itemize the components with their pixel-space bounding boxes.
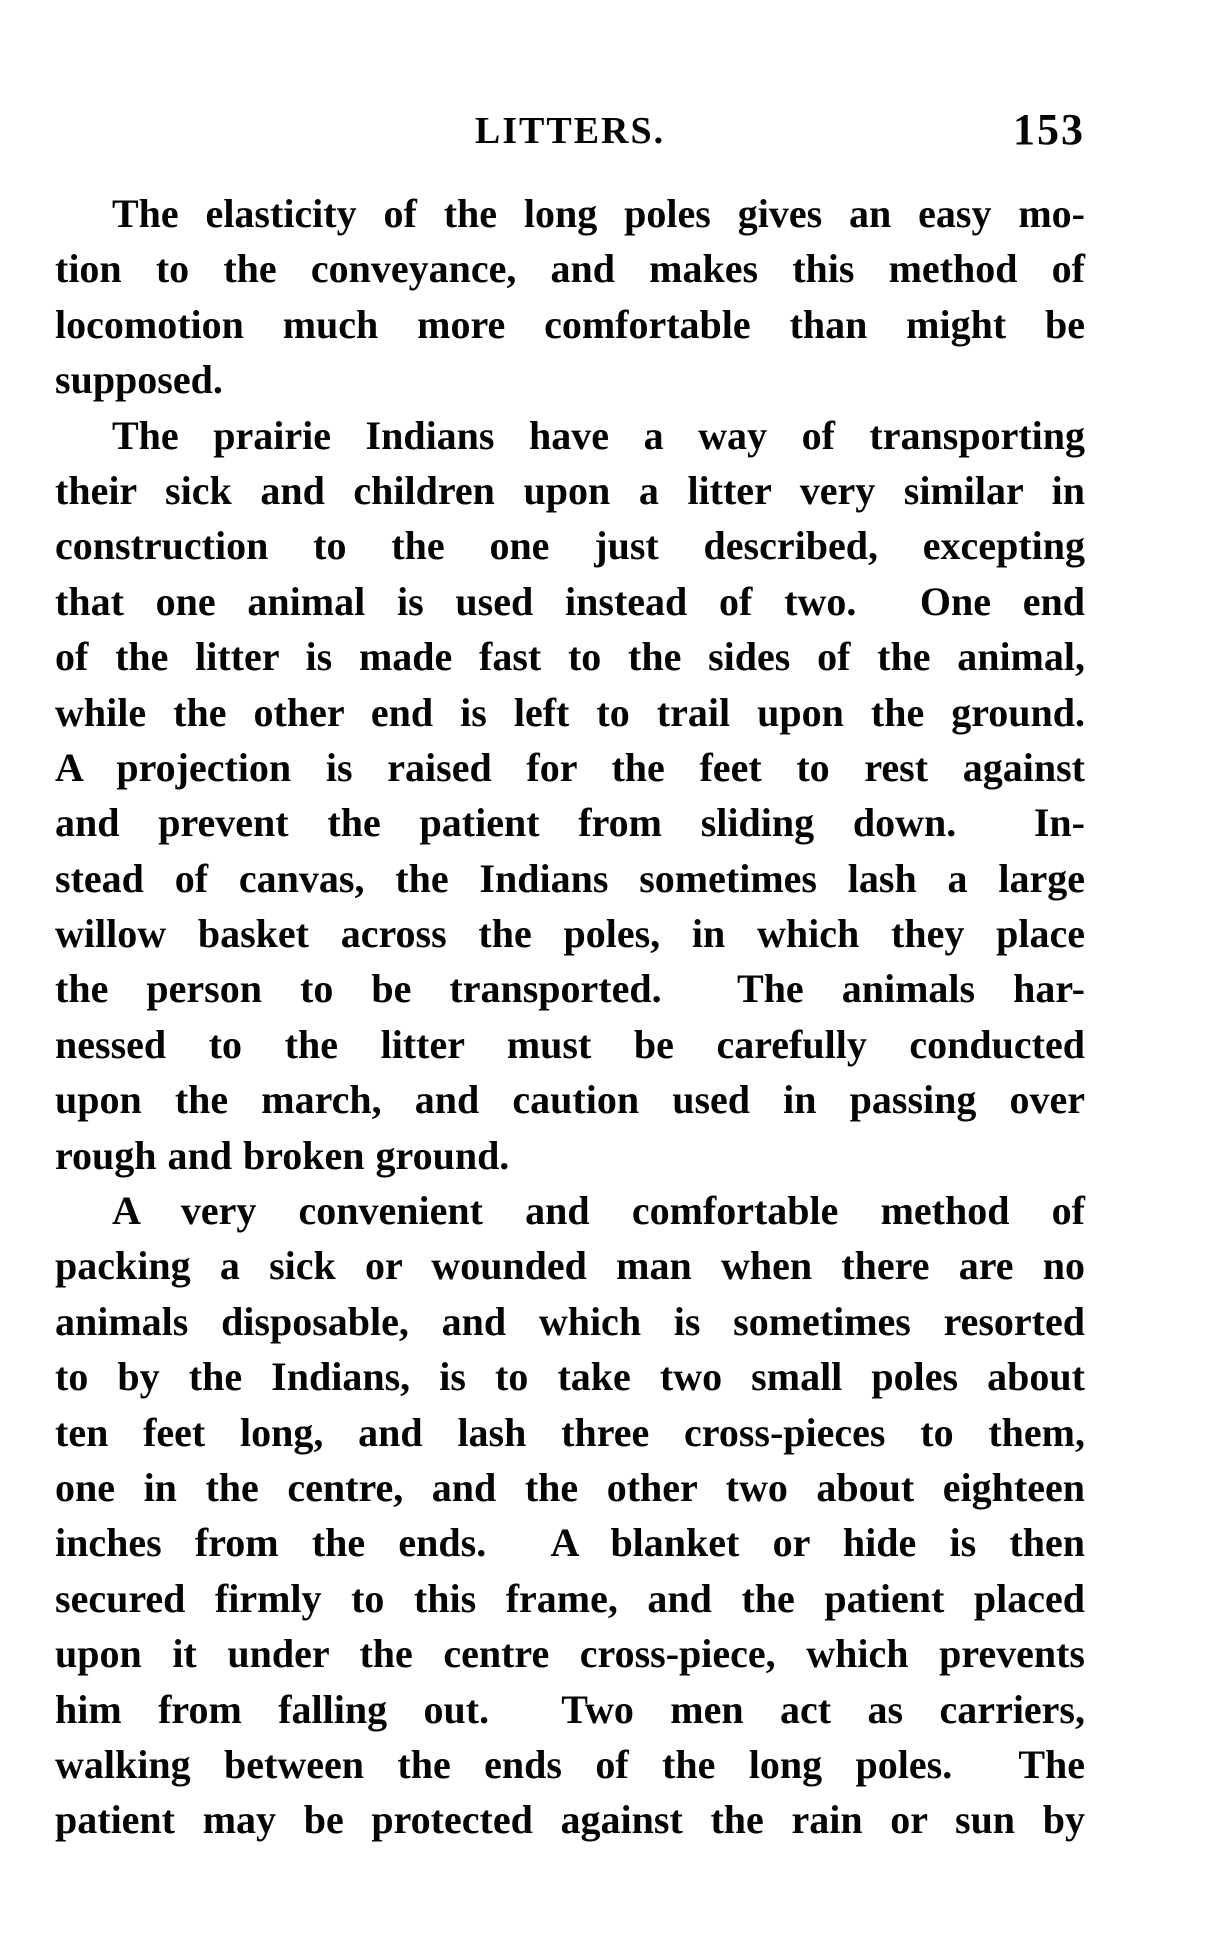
text-line: him from falling out. Two men act as carriers, [55, 1686, 1085, 1732]
text-line: inches from the ends. A blanket or hide is then [55, 1520, 1085, 1566]
text-line: the person to be transported. The animals har- [55, 966, 1085, 1012]
text-line: and prevent the patient from sliding down. In- [55, 800, 1085, 846]
paragraph [55, 408, 1085, 1183]
text-line: stead of canvas, the Indians sometimes lash a large [55, 855, 1085, 901]
text-line: secured firmly to this frame, and the patient placed [55, 1575, 1085, 1621]
text-line: ten feet long, and lash three cross-pieces to them, [55, 1409, 1085, 1455]
text-line: one in the centre, and the other two about eighteen [55, 1464, 1085, 1510]
text-line: willow basket across the poles, in which they place [55, 911, 1085, 957]
text-line: rough and broken ground. [55, 1132, 510, 1178]
text-line: The prairie Indians have a way of transporting [112, 412, 1085, 458]
page-header [55, 106, 1085, 152]
text-line: packing a sick or wounded man when there are no [55, 1243, 1085, 1289]
page-number: 153 [1013, 105, 1085, 154]
text-line: upon it under the centre cross-piece, which prevents [55, 1631, 1085, 1677]
text-line: walking between the ends of the long poles. The [55, 1741, 1085, 1787]
text-line: animals disposable, and which is sometimes resorted [55, 1298, 1085, 1344]
text-line: A very convenient and comfortable method of [112, 1188, 1085, 1234]
text-line: nessed to the litter must be carefully conducted [55, 1021, 1085, 1067]
text-line: while the other end is left to trail upon the ground. [55, 689, 1085, 735]
text-line: upon the march, and caution used in passing over [55, 1077, 1085, 1123]
text-line: tion to the conveyance, and makes this method of [55, 246, 1085, 292]
text-line: supposed. [55, 357, 223, 403]
text-line: to by the Indians, is to take two small poles about [55, 1354, 1085, 1400]
paragraph [55, 1183, 1085, 1848]
text-line: of the litter is made fast to the sides of the animal, [55, 634, 1085, 680]
text-line: construction to the one just described, excepting [55, 523, 1085, 569]
text-line: their sick and children upon a litter very similar in [55, 467, 1085, 513]
paragraph [55, 186, 1085, 408]
body-text [55, 186, 1085, 1848]
text-line: locomotion much more comfortable than might be [55, 301, 1085, 347]
running-title: LITTERS. [474, 110, 666, 152]
text-line: that one animal is used instead of two. One end [55, 578, 1085, 624]
text-line: patient may be protected against the rain or sun by [55, 1797, 1085, 1843]
text-line: A projection is raised for the feet to rest against [55, 744, 1085, 790]
text-line: The elasticity of the long poles gives an easy mo- [112, 191, 1085, 236]
